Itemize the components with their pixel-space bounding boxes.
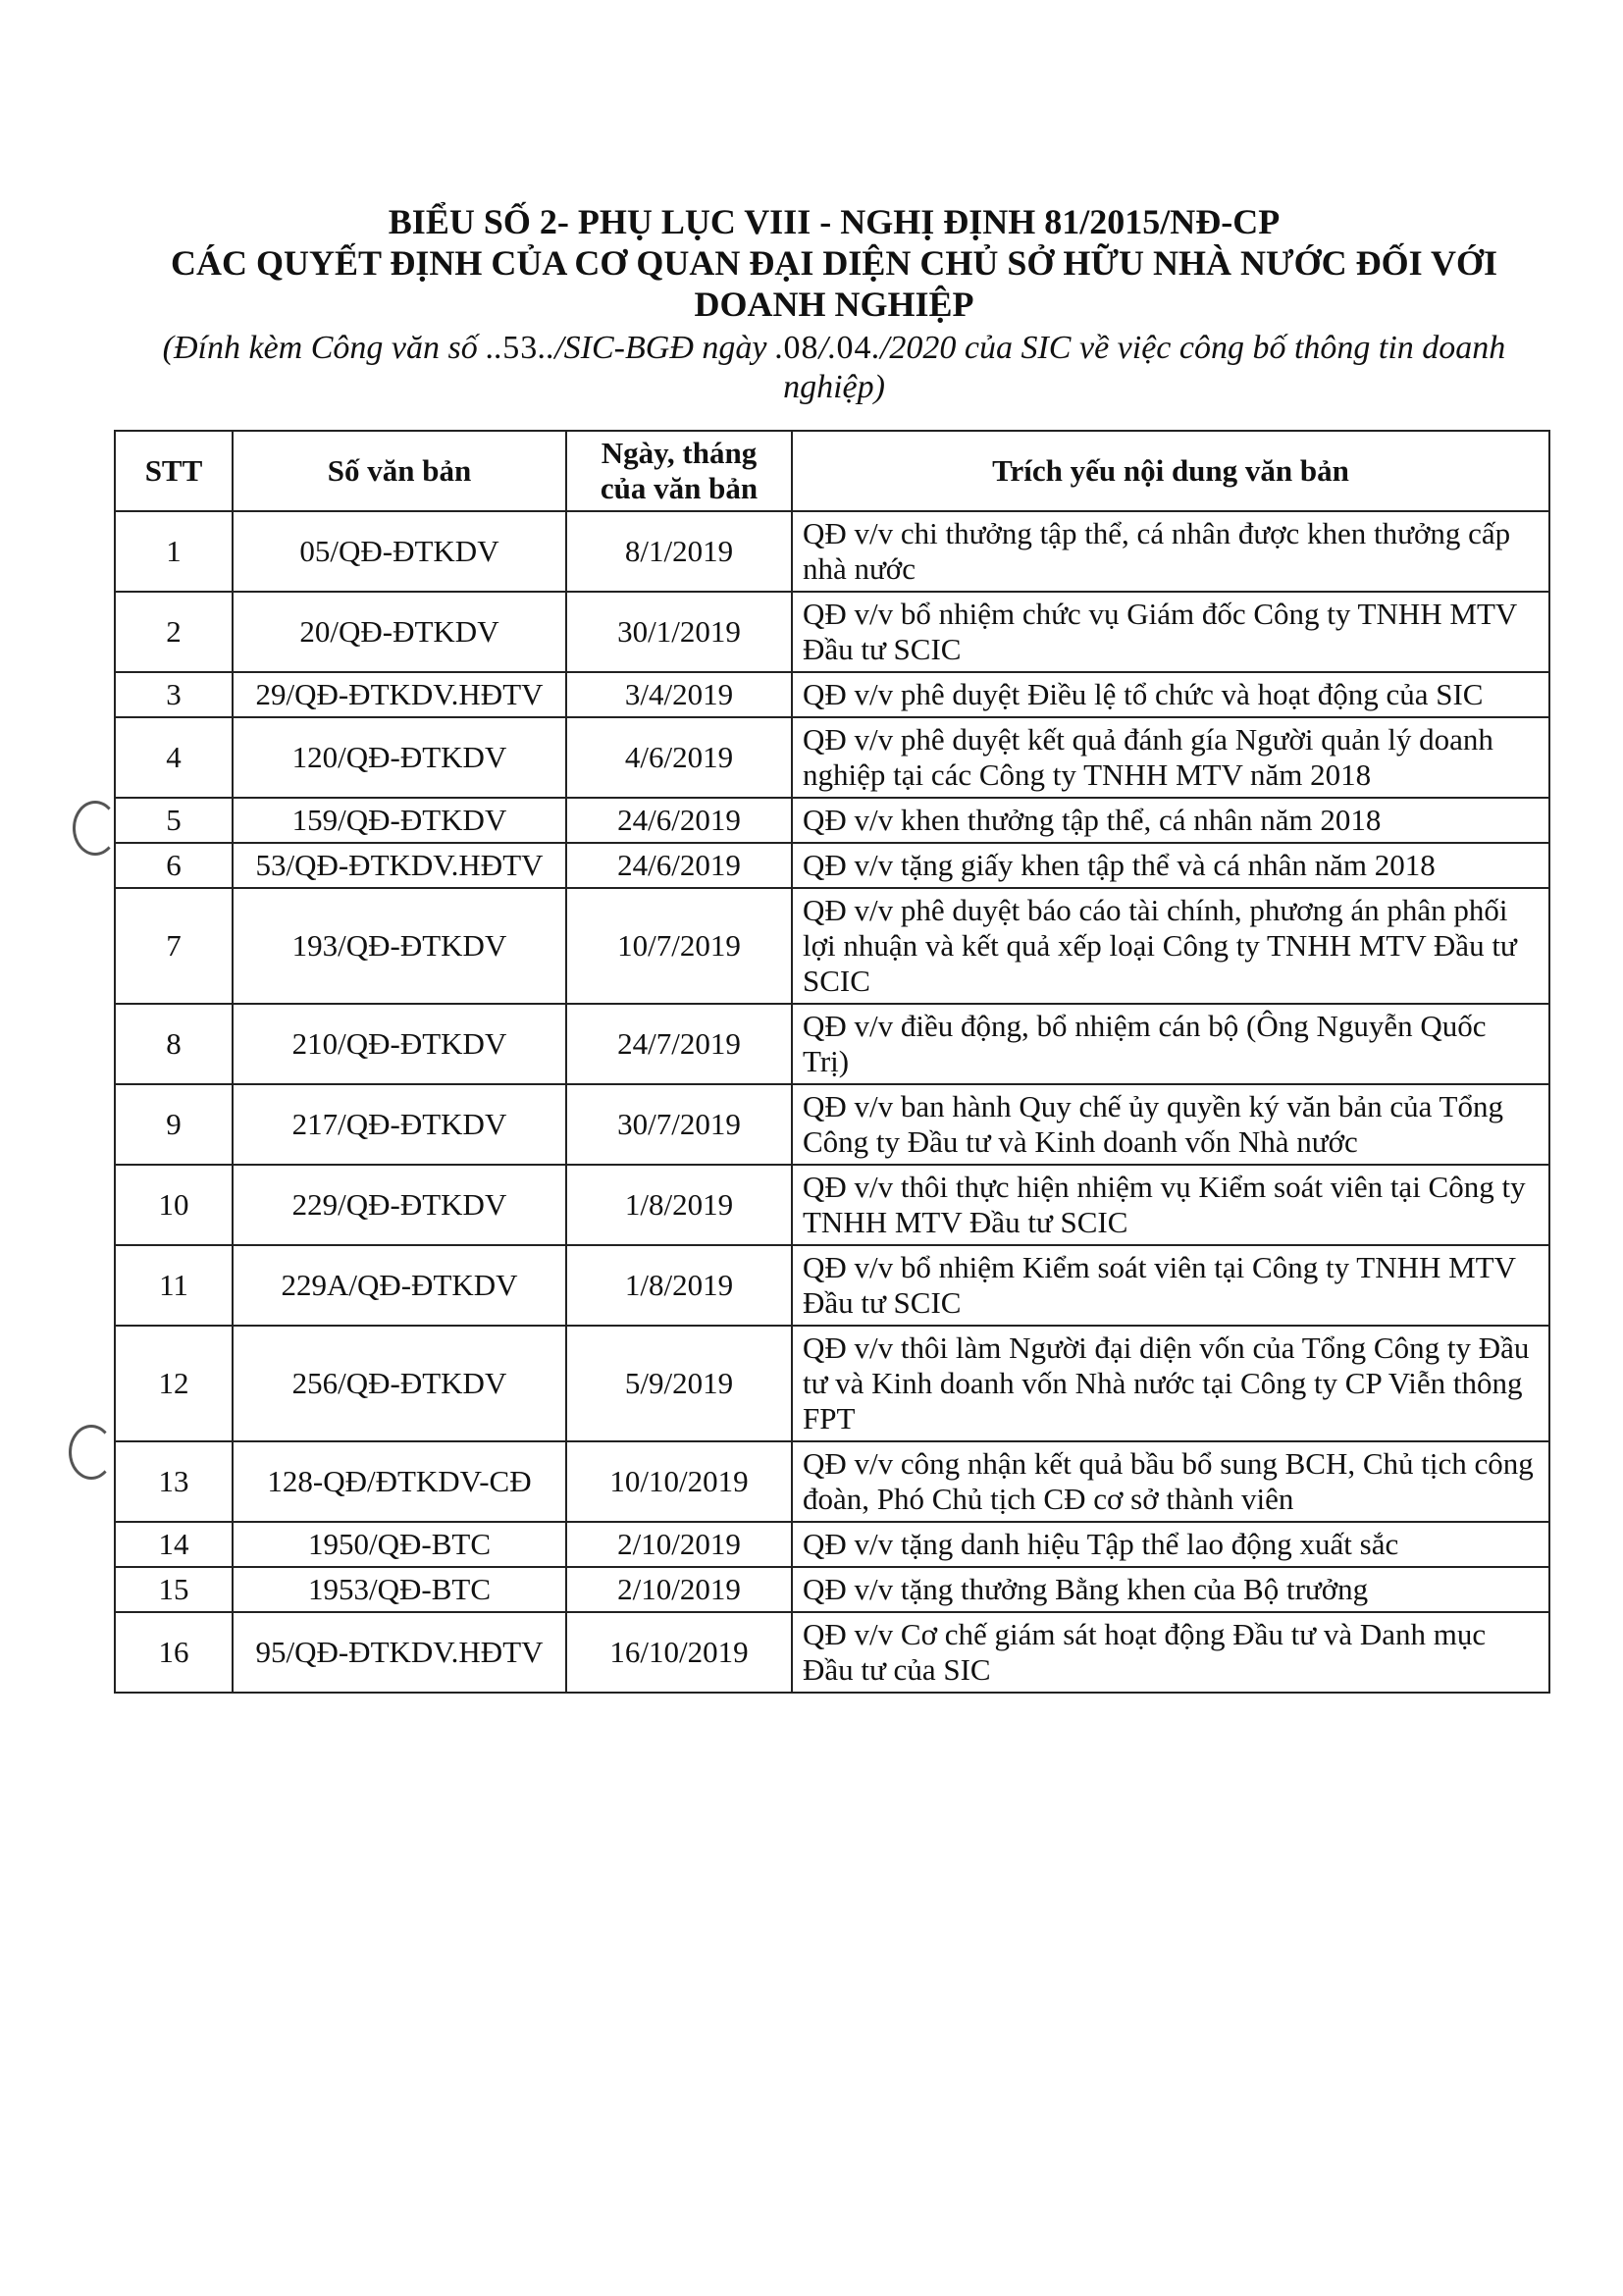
cell-stt: 16 <box>115 1612 233 1693</box>
cell-summary: QĐ v/v bổ nhiệm Kiểm soát viên tại Công ty TNHH MTV Đầu tư SCIC <box>792 1245 1549 1326</box>
cell-summary: QĐ v/v phê duyệt báo cáo tài chính, phương án phân phối lợi nhuận và kết quả xếp loại Công ty TNHH MTV Đầu tư SCIC <box>792 888 1549 1004</box>
header-summary: Trích yếu nội dung văn bản <box>792 431 1549 511</box>
table-row <box>115 798 1549 843</box>
cell-stt: 5 <box>115 798 233 843</box>
cell-date: 2/10/2019 <box>566 1522 792 1567</box>
header-date: Ngày, tháng của văn bản <box>566 431 792 511</box>
cell-date: 5/9/2019 <box>566 1326 792 1441</box>
table-row <box>115 672 1549 717</box>
cell-summary: QĐ v/v khen thưởng tập thể, cá nhân năm 2018 <box>792 798 1549 843</box>
cell-stt: 3 <box>115 672 233 717</box>
cell-stt: 8 <box>115 1004 233 1084</box>
cell-stt: 1 <box>115 511 233 592</box>
cell-number: 128-QĐ/ĐTKDV-CĐ <box>233 1441 566 1522</box>
cell-stt: 2 <box>115 592 233 672</box>
cell-date: 24/6/2019 <box>566 798 792 843</box>
cell-number: 256/QĐ-ĐTKDV <box>233 1326 566 1441</box>
doc-day: 08 <box>783 330 819 366</box>
table-row <box>115 592 1549 672</box>
cell-number: 05/QĐ-ĐTKDV <box>233 511 566 592</box>
document-header <box>147 201 1521 407</box>
punch-hole-mark <box>69 1425 114 1480</box>
cell-date: 10/7/2019 <box>566 888 792 1004</box>
subtitle-mid-2: /. <box>818 330 837 366</box>
cell-number: 229/QĐ-ĐTKDV <box>233 1165 566 1245</box>
cell-summary: QĐ v/v ban hành Quy chế ủy quyền ký văn bản của Tổng Công ty Đầu tư và Kinh doanh vốn Nhà nước <box>792 1084 1549 1165</box>
cell-date: 30/1/2019 <box>566 592 792 672</box>
cell-date: 1/8/2019 <box>566 1245 792 1326</box>
table-row <box>115 1522 1549 1567</box>
cell-summary: QĐ v/v phê duyệt Điều lệ tổ chức và hoạt động của SIC <box>792 672 1549 717</box>
cell-summary: QĐ v/v tặng thưởng Bằng khen của Bộ trưởng <box>792 1567 1549 1612</box>
cell-summary: QĐ v/v bổ nhiệm chức vụ Giám đốc Công ty TNHH MTV Đầu tư SCIC <box>792 592 1549 672</box>
table-row <box>115 1326 1549 1441</box>
cell-summary: QĐ v/v điều động, bổ nhiệm cán bộ (Ông Nguyễn Quốc Trị) <box>792 1004 1549 1084</box>
punch-hole-mark <box>73 801 118 856</box>
cell-date: 4/6/2019 <box>566 717 792 798</box>
cell-summary: QĐ v/v thôi làm Người đại diện vốn của Tổng Công ty Đầu tư và Kinh doanh vốn Nhà nước tại Công ty CP Viễn thông FPT <box>792 1326 1549 1441</box>
cell-number: 120/QĐ-ĐTKDV <box>233 717 566 798</box>
cell-date: 24/7/2019 <box>566 1004 792 1084</box>
cell-summary: QĐ v/v tặng danh hiệu Tập thể lao động xuất sắc <box>792 1522 1549 1567</box>
table-row <box>115 1084 1549 1165</box>
cell-number: 217/QĐ-ĐTKDV <box>233 1084 566 1165</box>
cell-stt: 9 <box>115 1084 233 1165</box>
cell-summary: QĐ v/v Cơ chế giám sát hoạt động Đầu tư và Danh mục Đầu tư của SIC <box>792 1612 1549 1693</box>
cell-date: 8/1/2019 <box>566 511 792 592</box>
doc-number: 53 <box>502 330 539 366</box>
subtitle <box>147 329 1521 407</box>
table-row <box>115 1245 1549 1326</box>
header-stt: STT <box>115 431 233 511</box>
table-row <box>115 717 1549 798</box>
cell-summary: QĐ v/v thôi thực hiện nhiệm vụ Kiểm soát viên tại Công ty TNHH MTV Đầu tư SCIC <box>792 1165 1549 1245</box>
table-row <box>115 1612 1549 1693</box>
cell-stt: 7 <box>115 888 233 1004</box>
doc-month: 04 <box>836 330 872 366</box>
header-number: Số văn bản <box>233 431 566 511</box>
cell-summary: QĐ v/v chi thưởng tập thể, cá nhân được khen thưởng cấp nhà nước <box>792 511 1549 592</box>
cell-number: 210/QĐ-ĐTKDV <box>233 1004 566 1084</box>
cell-stt: 10 <box>115 1165 233 1245</box>
cell-date: 2/10/2019 <box>566 1567 792 1612</box>
cell-number: 1953/QĐ-BTC <box>233 1567 566 1612</box>
cell-stt: 11 <box>115 1245 233 1326</box>
cell-date: 10/10/2019 <box>566 1441 792 1522</box>
cell-stt: 4 <box>115 717 233 798</box>
cell-number: 229A/QĐ-ĐTKDV <box>233 1245 566 1326</box>
cell-summary: QĐ v/v tặng giấy khen tập thể và cá nhân năm 2018 <box>792 843 1549 888</box>
cell-summary: QĐ v/v công nhận kết quả bầu bổ sung BCH, Chủ tịch công đoàn, Phó Chủ tịch CĐ cơ sở thành viên <box>792 1441 1549 1522</box>
decisions-table <box>114 430 1550 1694</box>
table-row <box>115 1004 1549 1084</box>
table-row <box>115 511 1549 592</box>
cell-stt: 13 <box>115 1441 233 1522</box>
cell-date: 1/8/2019 <box>566 1165 792 1245</box>
subtitle-mid-1: ../SIC-BGĐ ngày . <box>538 330 784 366</box>
cell-number: 53/QĐ-ĐTKDV.HĐTV <box>233 843 566 888</box>
table-row <box>115 1165 1549 1245</box>
title-line-2: CÁC QUYẾT ĐỊNH CỦA CƠ QUAN ĐẠI DIỆN CHỦ SỞ HỮU NHÀ NƯỚC ĐỐI VỚI DOANH NGHIỆP <box>170 243 1498 324</box>
table-header-row <box>115 431 1549 511</box>
cell-number: 20/QĐ-ĐTKDV <box>233 592 566 672</box>
cell-summary: QĐ v/v phê duyệt kết quả đánh gía Người quản lý doanh nghiệp tại các Công ty TNHH MTV năm 2018 <box>792 717 1549 798</box>
cell-stt: 15 <box>115 1567 233 1612</box>
table-row <box>115 1567 1549 1612</box>
cell-number: 159/QĐ-ĐTKDV <box>233 798 566 843</box>
subtitle-prefix: (Đính kèm Công văn số .. <box>162 330 503 366</box>
cell-stt: 6 <box>115 843 233 888</box>
table-row <box>115 843 1549 888</box>
table-row <box>115 1441 1549 1522</box>
cell-date: 16/10/2019 <box>566 1612 792 1693</box>
title-line-1: BIỂU SỐ 2- PHỤ LỤC VIII - NGHỊ ĐỊNH 81/2015/NĐ-CP <box>388 202 1281 241</box>
cell-number: 29/QĐ-ĐTKDV.HĐTV <box>233 672 566 717</box>
subtitle-suffix: ./2020 của SIC về việc công bố thông tin doanh nghiệp) <box>783 330 1506 405</box>
cell-date: 3/4/2019 <box>566 672 792 717</box>
cell-number: 1950/QĐ-BTC <box>233 1522 566 1567</box>
table-row <box>115 888 1549 1004</box>
cell-stt: 14 <box>115 1522 233 1567</box>
cell-date: 30/7/2019 <box>566 1084 792 1165</box>
cell-date: 24/6/2019 <box>566 843 792 888</box>
cell-stt: 12 <box>115 1326 233 1441</box>
cell-number: 193/QĐ-ĐTKDV <box>233 888 566 1004</box>
cell-number: 95/QĐ-ĐTKDV.HĐTV <box>233 1612 566 1693</box>
